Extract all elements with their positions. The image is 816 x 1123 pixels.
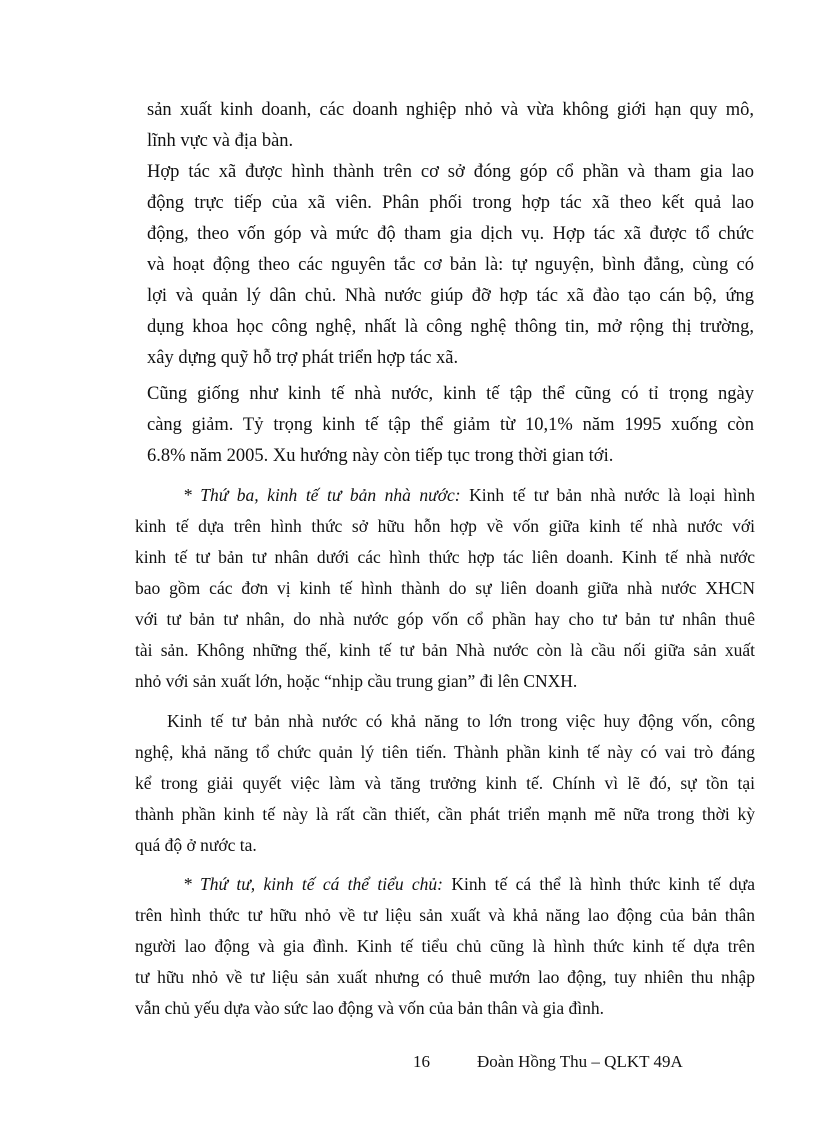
text-line: kinh tế tư bản tư nhân dưới các hình thức hợp tác liên doanh. Kinh tế nhà nước [135,547,755,567]
paragraph-state-capitalism-role [135,706,755,861]
section-heading-fourth: * Thứ tư, kinh tế cá thể tiểu chủ: [183,874,444,894]
footer-author: Đoàn Hồng Thu – QLKT 49A [477,1052,683,1071]
text-line: dụng khoa học công nghệ, nhất là công nghệ thông tin, mở rộng thị trường, [147,317,754,337]
text-line: kinh tế dựa trên hình thức sở hữu hỗn hợp về vốn giữa kinh tế nhà nước với [135,516,755,536]
text-line: Hợp tác xã được hình thành trên cơ sở đóng góp cổ phần và tham gia lao [147,162,754,182]
paragraph-individual-economy [135,869,755,1024]
text-line: tài sản. Không những thế, kinh tế tư bản Nhà nước còn là cầu nối giữa sản xuất [135,640,755,660]
text-line: với tư bản tư nhân, do nhà nước góp vốn cổ phần hay cho tư bản tư nhân thuê [135,609,755,629]
paragraph-business-scope [147,95,754,157]
text-run: Kinh tế cá thể là hình thức kinh tế dựa [443,874,755,894]
text-line: kể trong giải quyết việc làm và tăng trưởng kinh tế. Chính vì lẽ đó, sự tồn tại [135,773,755,793]
text-line [135,869,755,900]
text-line: vẫn chủ yếu dựa vào sức lao động và vốn của bản thân và gia đình. [135,998,604,1018]
text-line: bao gồm các đơn vị kinh tế hình thành do sự liên doanh giữa nhà nước XHCN [135,578,755,598]
text-line: xây dựng quỹ hỗ trợ phát triển hợp tác xã. [147,348,459,368]
section-heading-third: * Thứ ba, kinh tế tư bản nhà nước: [183,485,461,505]
text-line: động, theo vốn góp và mức độ tham gia dịch vụ. Hợp tác xã được tổ chức [147,224,754,244]
paragraph-cooperatives [147,157,754,374]
paragraph-collective-trend [147,379,754,472]
text-line: thành phần kinh tế này là rất cần thiết, cần phát triển mạnh mẽ nữa trong thời kỳ [135,804,755,824]
page-footer [413,1052,683,1072]
text-line: động trực tiếp của xã viên. Phân phối trong hợp tác xã theo kết quả lao [147,193,754,213]
text-line: nhỏ với sản xuất lớn, hoặc “nhịp cầu trung gian” đi lên CNXH. [135,671,578,691]
text-line: quá độ ở nước ta. [135,835,257,855]
text-line: trên hình thức tư hữu nhỏ về tư liệu sản xuất và khả năng lao động của bản thân [135,905,755,925]
text-line: 6.8% năm 2005. Xu hướng này còn tiếp tục trong thời gian tới. [147,446,614,466]
text-line: lĩnh vực và địa bàn. [147,131,294,151]
paragraph-state-capitalism [135,480,755,697]
text-line: và hoạt động theo các nguyên tắc cơ bản là: tự nguyện, bình đẳng, cùng có [147,255,754,275]
text-line: tư hữu nhỏ về tư liệu sản xuất nhưng có thuê mướn lao động, tuy nhiên thu nhập [135,967,755,987]
text-line: lợi và quản lý dân chủ. Nhà nước giúp đỡ hợp tác xã đào tạo cán bộ, ứng [147,286,754,306]
text-line: càng giảm. Tỷ trọng kinh tế tập thể giảm từ 10,1% năm 1995 xuống còn [147,415,754,435]
text-line: nghệ, khả năng tổ chức quản lý tiên tiến. Thành phần kinh tế này có vai trò đáng [135,742,755,762]
page-number: 16 [413,1052,430,1071]
text-line: sản xuất kinh doanh, các doanh nghiệp nhỏ và vừa không giới hạn quy mô, [147,100,754,120]
text-line: Cũng giống như kinh tế nhà nước, kinh tế tập thể cũng có tỉ trọng ngày [147,384,754,404]
text-line: người lao động và gia đình. Kinh tế tiểu chủ cũng là hình thức kinh tế dựa trên [135,936,755,956]
text-line [135,480,755,511]
text-run: Kinh tế tư bản nhà nước là loại hình [460,485,755,505]
text-line: Kinh tế tư bản nhà nước có khả năng to lớn trong việc huy động vốn, công [167,711,755,731]
